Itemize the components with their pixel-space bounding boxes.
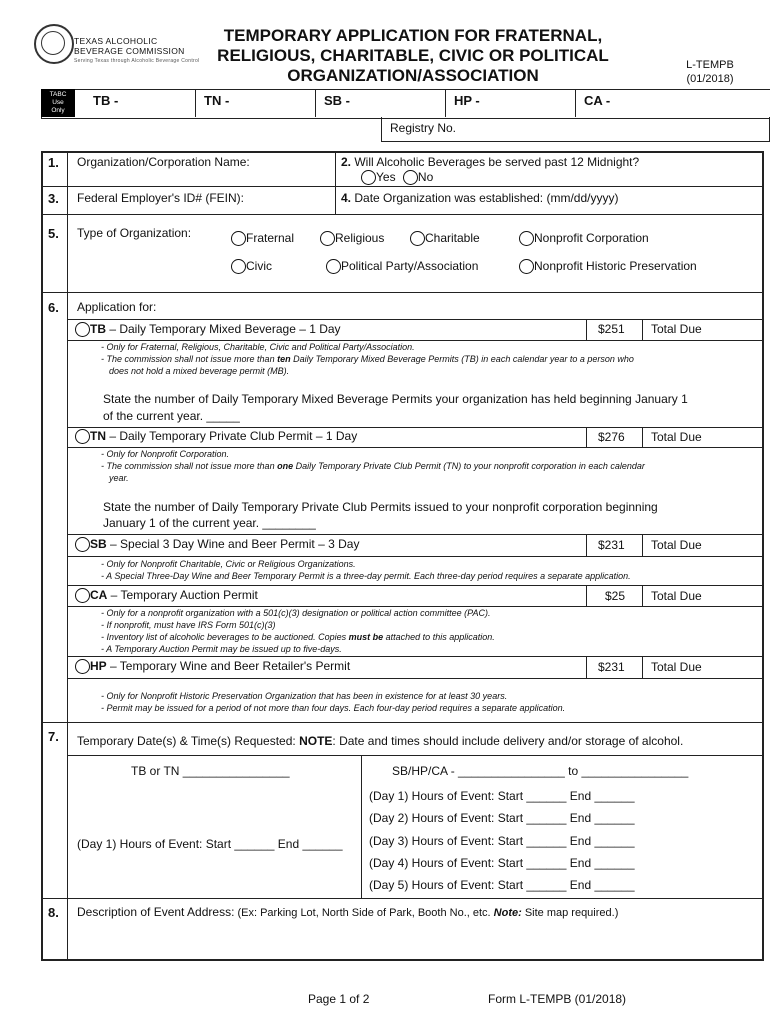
tb-radio[interactable]	[75, 322, 90, 337]
divider	[642, 427, 643, 447]
divider	[67, 678, 764, 679]
hp-code: HP	[90, 659, 107, 673]
divider	[642, 585, 643, 606]
tn-notes	[101, 448, 741, 484]
form-date: (01/2018)	[686, 73, 734, 85]
historic-label: Nonprofit Historic Preservation	[534, 259, 697, 273]
q5-option-charitable[interactable]	[410, 231, 480, 246]
q4-label: Date Organization was established: (mm/dd/yyyy)	[354, 191, 619, 205]
tn-code: TN	[90, 429, 106, 443]
divider	[586, 319, 587, 340]
divider	[67, 585, 764, 586]
political-label: Political Party/Association	[341, 259, 479, 273]
ca-note4: - A Temporary Auction Permit may be issued up to five-days.	[101, 644, 342, 654]
day-1-hours[interactable]: (Day 1) Hours of Event: Start ______ End ______	[369, 789, 635, 803]
q5-option-nonprofit-corp[interactable]	[519, 231, 649, 246]
agency-name-line2: BEVERAGE COMMISSION	[74, 46, 185, 56]
ca-desc: – Temporary Auction Permit	[107, 588, 258, 602]
q2-options	[361, 170, 433, 185]
ca-note3c: attached to this application.	[383, 632, 495, 642]
agency-name-line1: TEXAS ALCOHOLIC	[74, 36, 158, 46]
tn-note1: - Only for Nonprofit Corporation.	[101, 449, 230, 459]
form-code: L-TEMPB	[686, 59, 734, 71]
q8-hint-note: Note:	[493, 907, 522, 919]
q5-option-political[interactable]	[326, 259, 478, 274]
tabc-seal-inner	[41, 31, 65, 55]
sb-total-due: Total Due	[651, 538, 702, 552]
ca-radio[interactable]	[75, 588, 90, 603]
tb-tn-dates[interactable]: TB or TN ________________	[131, 764, 290, 778]
day-2-hours[interactable]: (Day 2) Hours of Event: Start ______ End ______	[369, 811, 635, 825]
tb-note1: - Only for Fraternal, Religious, Charitable, Civic and Political Party/Association.	[101, 342, 415, 352]
divider	[335, 151, 336, 214]
hp-permit-option[interactable]	[75, 659, 350, 674]
q3-number: 3.	[48, 191, 59, 206]
hp-fee: $231	[598, 660, 625, 674]
q2-yes-label: Yes	[376, 170, 396, 184]
q2-label: Will Alcoholic Beverages be served past 12 Midnight?	[354, 155, 640, 169]
tb-fee: $251	[598, 322, 625, 336]
title-line1: TEMPORARY APPLICATION FOR FRATERNAL,	[223, 26, 603, 45]
tabc-label-2: Use	[52, 99, 64, 106]
tb-desc: – Daily Temporary Mixed Beverage – 1 Day	[106, 322, 341, 336]
q7-label-a: Temporary Date(s) & Time(s) Requested:	[77, 734, 300, 748]
divider	[41, 186, 764, 187]
ca-note3a: - Inventory list of alcoholic beverages to be auctioned. Copies	[101, 632, 349, 642]
tn-fee: $276	[598, 430, 625, 444]
tb-note2a: - The commission shall not issue more than	[101, 354, 278, 364]
q2-midnight-question	[341, 155, 639, 169]
tb-total-due: Total Due	[651, 322, 702, 336]
q8-hint-a: (Ex: Parking Lot, North Side of Park, Booth No., etc.	[234, 907, 494, 919]
nonprofit-corp-label: Nonprofit Corporation	[534, 231, 649, 245]
registry-label: Registry No.	[390, 121, 457, 135]
form-title	[208, 26, 618, 86]
sb-fee: $231	[598, 538, 625, 552]
divider	[642, 656, 643, 678]
tn-total-due: Total Due	[651, 430, 702, 444]
registry-number-field[interactable]	[381, 117, 770, 142]
divider	[642, 319, 643, 340]
q6-number: 6.	[48, 300, 59, 315]
divider	[41, 722, 764, 723]
fraternal-label: Fraternal	[246, 231, 295, 245]
q5-number: 5.	[48, 226, 59, 241]
nonprofit-corp-radio[interactable]	[519, 231, 534, 246]
hp-note1: - Only for Nonprofit Historic Preservation Organization that has been in existence for at least 30 years.	[101, 691, 508, 701]
title-line2: RELIGIOUS, CHARITABLE, CIVIC OR POLITICAL	[217, 46, 609, 65]
tn-note2b: one	[277, 461, 294, 471]
day-5-hours[interactable]: (Day 5) Hours of Event: Start ______ End ______	[369, 878, 635, 892]
hp-desc: – Temporary Wine and Beer Retailer's Permit	[106, 659, 351, 673]
q2-yes-radio[interactable]	[361, 170, 376, 185]
form-id	[660, 58, 760, 86]
sb-code: SB	[90, 537, 107, 551]
tn-note2c: Daily Temporary Private Club Permit (TN) to your nonprofit corporation in each calendar	[293, 461, 645, 471]
ca-permit-option[interactable]	[75, 588, 258, 603]
divider	[67, 755, 764, 756]
q1-number: 1.	[48, 155, 59, 170]
sb-hp-ca-dates[interactable]: SB/HP/CA - ________________ to ________________	[392, 764, 689, 778]
q3-fein-label: Federal Employer's ID# (FEIN):	[77, 191, 244, 205]
historic-radio[interactable]	[519, 259, 534, 274]
q5-option-religious[interactable]	[320, 231, 384, 246]
tabc-cell-sb[interactable]: SB -	[315, 89, 445, 117]
religious-label: Religious	[335, 231, 385, 245]
tn-statement-2[interactable]: January 1 of the current year. ________	[103, 516, 316, 530]
sb-permit-option[interactable]	[75, 537, 359, 552]
tn-note3: year.	[109, 473, 129, 483]
divider	[67, 656, 764, 657]
q2-no-label: No	[417, 170, 434, 184]
agency-tagline: Serving Texas through Alcoholic Beverage Control	[74, 58, 200, 64]
tb-permit-option[interactable]	[75, 322, 341, 337]
q7-number: 7.	[48, 729, 59, 744]
q5-option-fraternal[interactable]	[231, 231, 294, 246]
civic-radio[interactable]	[231, 259, 246, 274]
tn-radio[interactable]	[75, 429, 90, 444]
tn-statement-1: State the number of Daily Temporary Private Club Permits issued to your nonprofit corporation beginning	[103, 500, 658, 514]
ca-note3	[101, 631, 741, 643]
divider	[67, 556, 764, 557]
tb-note2b: ten	[277, 354, 291, 364]
ca-code: CA	[90, 588, 108, 602]
divider	[67, 427, 764, 428]
agency-logo-text	[74, 36, 199, 66]
religious-radio[interactable]	[320, 231, 335, 246]
hp-notes	[101, 690, 741, 714]
divider	[67, 319, 764, 320]
tb-tn-hours[interactable]: (Day 1) Hours of Event: Start ______ End ______	[77, 837, 343, 851]
q6-label: Application for:	[77, 300, 157, 314]
divider	[41, 214, 764, 215]
divider	[586, 534, 587, 556]
event-address-field[interactable]	[68, 922, 762, 959]
ca-total-due: Total Due	[651, 589, 702, 603]
tn-desc: – Daily Temporary Private Club Permit – 1 Day	[106, 429, 358, 443]
tb-statement-2[interactable]: of the current year. _____	[103, 409, 240, 423]
tabc-cell-tb[interactable]: TB -	[93, 93, 119, 108]
ca-note1: - Only for a nonprofit organization with a 501(c)(3) designation or political action committee (PAC).	[101, 608, 491, 618]
divider	[586, 427, 587, 447]
q7-label	[77, 734, 683, 748]
fraternal-radio[interactable]	[231, 231, 246, 246]
divider	[41, 292, 764, 293]
q7-label-c: : Date and times should include delivery and/or storage of alcohol.	[332, 734, 684, 748]
hp-radio[interactable]	[75, 659, 90, 674]
tb-code: TB	[90, 322, 106, 336]
tn-permit-option[interactable]	[75, 429, 357, 444]
ca-note2: - If nonprofit, must have IRS Form 501(c)(3)	[101, 620, 276, 630]
q5-option-historic[interactable]	[519, 259, 697, 274]
divider	[67, 534, 764, 535]
hp-note2: - Permit may be issued for a period of not more than four days. Each four-day period requires a separate application.	[101, 703, 566, 713]
political-radio[interactable]	[326, 259, 341, 274]
q8-number: 8.	[48, 905, 59, 920]
divider	[361, 755, 362, 898]
ca-note3b: must be	[348, 632, 384, 642]
divider	[642, 534, 643, 556]
tabc-cell-tn[interactable]: TN -	[195, 89, 315, 117]
tn-note2	[101, 460, 741, 472]
q7-label-note: NOTE	[299, 734, 333, 748]
tb-notes	[101, 341, 741, 377]
q2-number: 2.	[341, 155, 352, 169]
tb-note2	[101, 353, 741, 365]
charitable-label: Charitable	[425, 231, 480, 245]
tn-note2a: - The commission shall not issue more than	[101, 461, 278, 471]
divider	[41, 898, 764, 899]
tb-note2c: Daily Temporary Mixed Beverage Permits (TB) in each calendar year to a person who	[290, 354, 634, 364]
tabc-use-only-label	[41, 89, 75, 117]
form-footer-code: Form L-TEMPB (01/2018)	[488, 992, 627, 1006]
tb-statement-1: State the number of Daily Temporary Mixed Beverage Permits your organization has held beginning January 1	[103, 392, 688, 406]
sb-note1: - Only for Nonprofit Charitable, Civic or Religious Organizations.	[101, 559, 356, 569]
tabc-label-1: TABC	[49, 91, 67, 98]
q8-label-text: Description of Event Address:	[77, 905, 235, 919]
ca-fee: $25	[605, 589, 626, 603]
tabc-cell-ca[interactable]: CA -	[575, 89, 770, 117]
tabc-cell-hp[interactable]: HP -	[445, 89, 575, 117]
sb-radio[interactable]	[75, 537, 90, 552]
tb-note3: does not hold a mixed beverage permit (MB).	[109, 366, 290, 376]
q4-number: 4.	[341, 191, 352, 205]
sb-notes	[101, 558, 761, 582]
sb-note2: - A Special Three-Day Wine and Beer Temporary Permit is a three-day permit. Each three-day period requires a separate application.	[101, 571, 631, 581]
ca-notes	[101, 607, 741, 655]
day-3-hours[interactable]: (Day 3) Hours of Event: Start ______ End ______	[369, 834, 635, 848]
q5-option-civic[interactable]	[231, 259, 272, 274]
sb-desc: – Special 3 Day Wine and Beer Permit – 3 Day	[106, 537, 360, 551]
hp-total-due: Total Due	[651, 660, 702, 674]
q8-hint-c: Site map required.)	[521, 907, 619, 919]
divider	[586, 656, 587, 678]
q1-org-name-label: Organization/Corporation Name:	[77, 155, 250, 169]
civic-label: Civic	[246, 259, 272, 273]
title-line3: ORGANIZATION/ASSOCIATION	[287, 66, 539, 85]
charitable-radio[interactable]	[410, 231, 425, 246]
q8-label	[77, 905, 618, 919]
q2-no-radio[interactable]	[403, 170, 418, 185]
q4-date-established	[341, 191, 618, 205]
divider	[586, 585, 587, 606]
tabc-label-3: Only	[51, 107, 65, 114]
q5-type-label: Type of Organization:	[77, 226, 192, 240]
page-number: Page 1 of 2	[308, 992, 370, 1006]
day-4-hours[interactable]: (Day 4) Hours of Event: Start ______ End ______	[369, 856, 635, 870]
